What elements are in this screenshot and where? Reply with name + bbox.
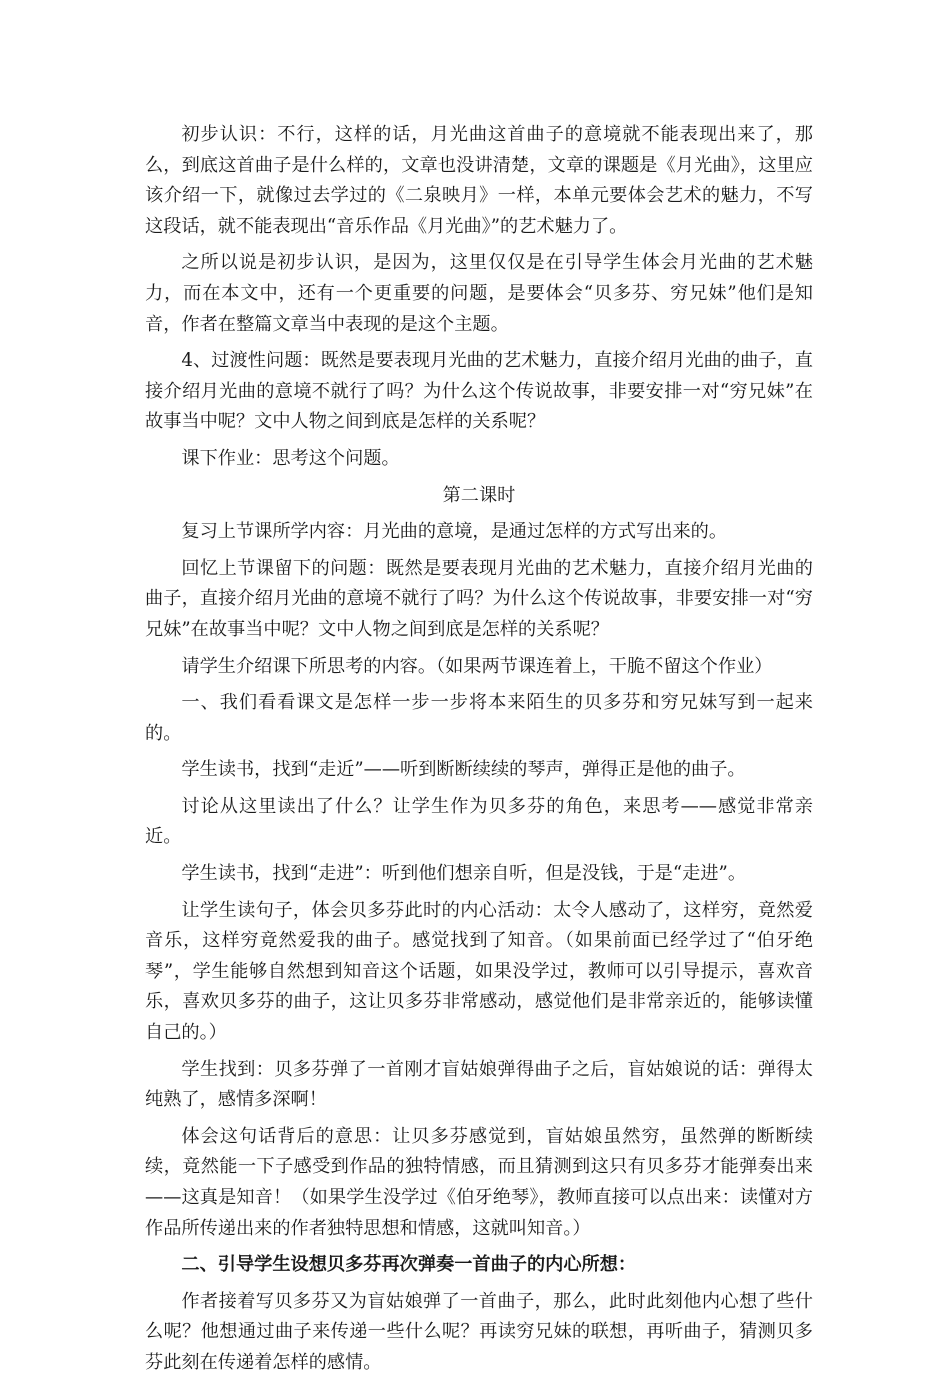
paragraph: 让学生读句子，体会贝多芬此时的内心活动：太令人感动了，这样穷，竟然爱音乐，这样穷竟然爱我的曲子。感觉找到了知音。（如果前面已经学过了“伯牙绝琴”，学生能够自然想到知音这个话题，如果没学过，教师可以引导提示，喜欢音乐，喜欢贝多芬的曲子，这让贝多芬非常感动，感觉他们是非常亲近的，能够读懂自己的。） bbox=[145, 899, 813, 1044]
paragraph: 一、我们看看课文是怎样一步一步将本来陌生的贝多芬和穷兄妹写到一起来的。 bbox=[145, 692, 813, 744]
subsection-heading: 二、引导学生设想贝多芬再次弹奏一首曲子的内心所想： bbox=[181, 1254, 637, 1276]
paragraph: 讨论从这里读出了什么？让学生作为贝多芬的角色，来思考——感觉非常亲近。 bbox=[145, 795, 813, 848]
section-title: 第二课时 bbox=[442, 484, 516, 506]
paragraph: 学生找到：贝多芬弹了一首刚才盲姑娘弹得曲子之后，盲姑娘说的话：弹得太纯熟了，感情多深啊！ bbox=[145, 1058, 813, 1111]
paragraph: 复习上节课所学内容：月光曲的意境，是通过怎样的方式写出来的。 bbox=[181, 521, 728, 543]
paragraph: 4、过渡性问题：既然是要表现月光曲的艺术魅力，直接介绍月光曲的曲子，直接介绍月光曲的意境不就行了吗？为什么这个传说故事，非要安排一对“穷兄妹”在故事当中呢？文中人物之间到底是怎样的关系呢？ bbox=[145, 350, 813, 433]
document-body bbox=[145, 120, 813, 1385]
paragraph: 学生读书，找到“走进”：听到他们想亲自听，但是没钱，于是“走进”。 bbox=[181, 863, 747, 885]
paragraph: 回忆上节课留下的问题：既然是要表现月光曲的艺术魅力，直接介绍月光曲的曲子，直接介绍月光曲的意境不就行了吗？为什么这个传说故事，非要安排一对“穷兄妹”在故事当中呢？文中人物之间到底是怎样的关系呢？ bbox=[145, 557, 813, 640]
paragraph: 初步认识：不行，这样的话，月光曲这首曲子的意境就不能表现出来了，那么，到底这首曲子是什么样的，文章也没讲清楚，文章的课题是《月光曲》，这里应该介绍一下，就像过去学过的《二泉映月》一样，本单元要体会艺术的魅力，不写这段话，就不能表现出“音乐作品《月光曲》”的艺术魅力了。 bbox=[145, 124, 813, 237]
paragraph: 请学生介绍课下所思考的内容。（如果两节课连着上，干脆不留这个作业） bbox=[181, 655, 773, 677]
paragraph: 作者接着写贝多芬又为盲姑娘弹了一首曲子，那么，此时此刻他内心想了些什么呢？他想通过曲子来传递一些什么呢？再读穷兄妹的联想，再听曲子，猜测贝多芬此刻在传递着怎样的感情。 bbox=[145, 1290, 813, 1373]
paragraph: 体会这句话背后的意思：让贝多芬感觉到，盲姑娘虽然穷，虽然弹的断断续续，竟然能一下子感受到作品的独特情感，而且猜测到这只有贝多芬才能弹奏出来——这真是知音！（如果学生没学过《伯牙绝琴》，教师直接可以点出来：读懂对方作品所传递出来的作者独特思想和情感，这就叫知音。） bbox=[145, 1125, 813, 1239]
paragraph: 课下作业：思考这个问题。 bbox=[181, 447, 400, 469]
paragraph: 之所以说是初步认识，是因为，这里仅仅是在引导学生体会月光曲的艺术魅力，而在本文中，还有一个更重要的问题，是要体会“贝多芬、穷兄妹”他们是知音，作者在整篇文章当中表现的是这个主题。 bbox=[145, 252, 813, 335]
paragraph: 学生读书，找到“走近”——听到断断续续的琴声，弹得正是他的曲子。 bbox=[181, 759, 746, 781]
